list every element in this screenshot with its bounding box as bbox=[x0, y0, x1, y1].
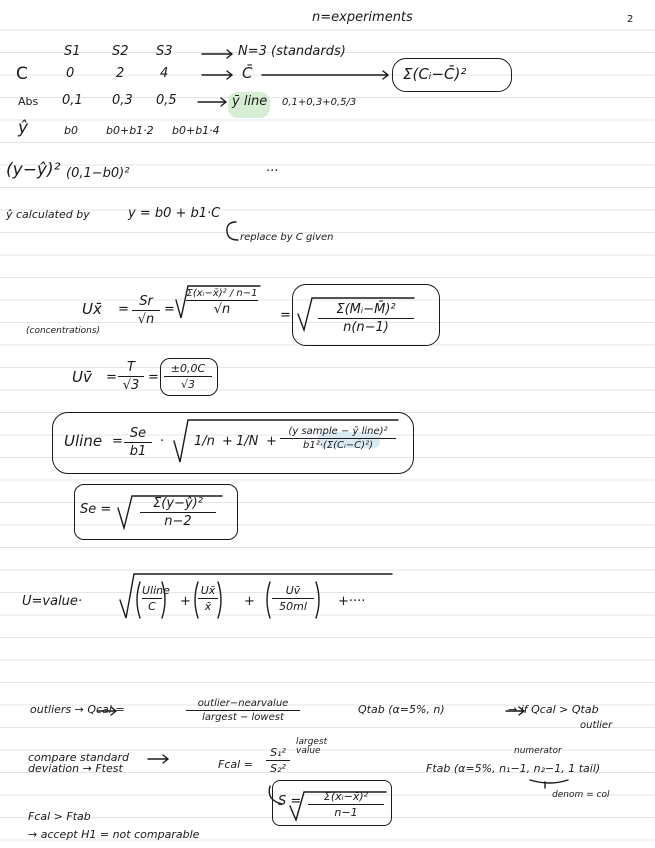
u-total-t1-den: C bbox=[148, 600, 156, 613]
uline-t1: 1/n bbox=[194, 434, 215, 449]
uline-t3 bbox=[280, 426, 396, 451]
outlier-rule: → if Qcal > Qtab bbox=[508, 703, 599, 716]
uv-eq-sign-2: = bbox=[148, 370, 159, 385]
ellipsis: ··· bbox=[266, 164, 279, 179]
outliers-label: outliers → Qcal = bbox=[30, 703, 125, 716]
c-bar: C̄ bbox=[242, 64, 253, 82]
residual-example: (0,1−b0)² bbox=[66, 166, 130, 181]
page-title: n=experiments bbox=[312, 10, 413, 25]
ux-frac-3-den: n(n−1) bbox=[343, 320, 389, 335]
outliers-den: largest − lowest bbox=[202, 712, 284, 723]
se-lhs: Se = bbox=[80, 502, 112, 517]
largest-note: largest value bbox=[296, 737, 328, 756]
fcal-den: S₂² bbox=[270, 762, 286, 775]
uv-frac-den: √3 bbox=[122, 378, 140, 393]
n-note: N=3 (standards) bbox=[238, 44, 346, 59]
se-frac-den: n−2 bbox=[164, 514, 192, 529]
outliers-num: outlier−nearvalue bbox=[197, 698, 289, 709]
u-total-lhs: U=value· bbox=[22, 594, 83, 609]
u-total-t2 bbox=[198, 584, 218, 613]
u-total-t3 bbox=[272, 584, 314, 613]
u-total-t3-den: 50ml bbox=[279, 600, 307, 613]
col-s1: S1 bbox=[64, 44, 81, 59]
s-frac bbox=[308, 790, 384, 819]
s-lhs: S = bbox=[278, 794, 302, 809]
col-s3: S3 bbox=[156, 44, 173, 59]
abs-value-2: 0,3 bbox=[112, 93, 133, 108]
ux-frac-3 bbox=[318, 302, 414, 335]
abs-value-1: 0,1 bbox=[62, 93, 83, 108]
yhat-value-1: b0 bbox=[64, 124, 78, 137]
uv-frac bbox=[118, 360, 144, 393]
ftest-label: compare standard deviation → Ftest bbox=[28, 751, 129, 775]
ux-frac-2 bbox=[186, 288, 258, 317]
yhat-calc-label: ŷ calculated by bbox=[6, 208, 90, 221]
u-total-plus-1: + bbox=[180, 594, 191, 609]
uline-eq-sign: = bbox=[112, 434, 123, 449]
s-num: Σ(xᵢ−x̄)² bbox=[323, 790, 369, 803]
ux-lhs: Ux̄ bbox=[82, 300, 102, 318]
se-frac-num: Σ(y−ŷ)² bbox=[153, 496, 203, 511]
uline-t3-den: b1²·(Σ(Cᵢ−C̄)²) bbox=[303, 440, 373, 451]
sum-formula: Σ(Cᵢ−C̄)² bbox=[403, 65, 467, 83]
fcal-num: S₁² bbox=[270, 746, 286, 759]
uv-frac-2 bbox=[164, 362, 212, 391]
residual-formula: (y−ŷ)² bbox=[6, 160, 61, 180]
yhat-value-3: b0+b1·4 bbox=[172, 124, 220, 137]
u-total-t1-num: Uline bbox=[142, 584, 170, 597]
fcal-label: Fcal = bbox=[218, 758, 253, 771]
replace-note: replace by C given bbox=[240, 232, 334, 243]
se-frac bbox=[140, 496, 216, 529]
sum-box bbox=[392, 58, 512, 92]
y-line-calc: 0,1+0,3+0,5/3 bbox=[282, 97, 357, 108]
ux-frac-2-den: √n bbox=[213, 302, 231, 317]
ux-frac-1-num: Sr bbox=[139, 294, 153, 309]
y-line: ȳ line bbox=[232, 94, 268, 109]
s-den: n−1 bbox=[334, 806, 358, 819]
page-number: 2 bbox=[627, 14, 634, 25]
u-total-t1 bbox=[142, 584, 170, 613]
ux-frac-1-den: √n bbox=[137, 312, 155, 327]
uv-frac-2-den: √3 bbox=[180, 378, 195, 391]
denom-note: denom = col bbox=[552, 790, 610, 800]
u-total-t2-num: Ux̄ bbox=[200, 584, 216, 597]
uv-frac-2-num: ±0,0C bbox=[170, 362, 206, 375]
u-total-t3-num: Uv̄ bbox=[285, 584, 301, 597]
uline-plus-2: + bbox=[266, 434, 277, 449]
u-total-t2-den: x̄ bbox=[204, 600, 212, 613]
uline-coef bbox=[124, 426, 152, 459]
ftab: Ftab (α=5%, n₁−1, n₂−1, 1 tail) bbox=[426, 762, 601, 775]
row-yhat-label: ŷ bbox=[18, 118, 29, 138]
uline-dot: · bbox=[160, 434, 165, 449]
col-s2: S2 bbox=[112, 44, 129, 59]
fcal-frac bbox=[266, 746, 290, 775]
uline-t2: 1/N bbox=[236, 434, 259, 449]
ux-eq-sign-1: = bbox=[118, 302, 129, 317]
uline-t3-num: (y sample − ȳ line)² bbox=[288, 426, 388, 437]
c-value-3: 4 bbox=[160, 66, 169, 81]
uline-coef-den: b1 bbox=[129, 444, 147, 459]
u-total-plus-2: + bbox=[244, 594, 255, 609]
yhat-value-2: b0+b1·2 bbox=[106, 124, 154, 137]
abs-value-3: 0,5 bbox=[156, 93, 177, 108]
uv-eq-sign: = bbox=[106, 370, 117, 385]
uv-lhs: Uv̄ bbox=[72, 368, 92, 386]
outliers-frac bbox=[186, 698, 300, 723]
ux-eq-sign-3: = bbox=[280, 308, 291, 323]
uline-lhs: Uline bbox=[64, 432, 103, 450]
ux-frac-2-num: Σ(xᵢ−x̄)² / n−1 bbox=[186, 288, 258, 299]
ux-frac-3-num: Σ(Mᵢ−M̄)² bbox=[336, 302, 396, 317]
uline-plus-1: + bbox=[222, 434, 233, 449]
c-value-1: 0 bbox=[66, 66, 75, 81]
ux-eq-sign-2: = bbox=[164, 302, 175, 317]
numerator-note: numerator bbox=[514, 746, 562, 756]
qtab: Qtab (α=5%, n) bbox=[358, 703, 445, 716]
u-total-tail: +···· bbox=[338, 594, 366, 609]
row-abs-label: Abs bbox=[18, 95, 39, 108]
yhat-calc-eq: y = b0 + b1·C bbox=[128, 206, 221, 221]
accept-h1: → accept H1 = not comparable bbox=[28, 828, 200, 841]
ux-sub: (concentrations) bbox=[26, 326, 101, 336]
outlier-rule-2: outlier bbox=[580, 720, 613, 731]
row-c-label: C bbox=[16, 64, 28, 84]
c-value-2: 2 bbox=[116, 66, 125, 81]
uline-coef-num: Se bbox=[129, 426, 147, 441]
ux-frac-1 bbox=[132, 294, 160, 327]
uv-frac-num: T bbox=[127, 360, 135, 375]
fcal-condition: Fcal > Ftab bbox=[28, 810, 91, 823]
